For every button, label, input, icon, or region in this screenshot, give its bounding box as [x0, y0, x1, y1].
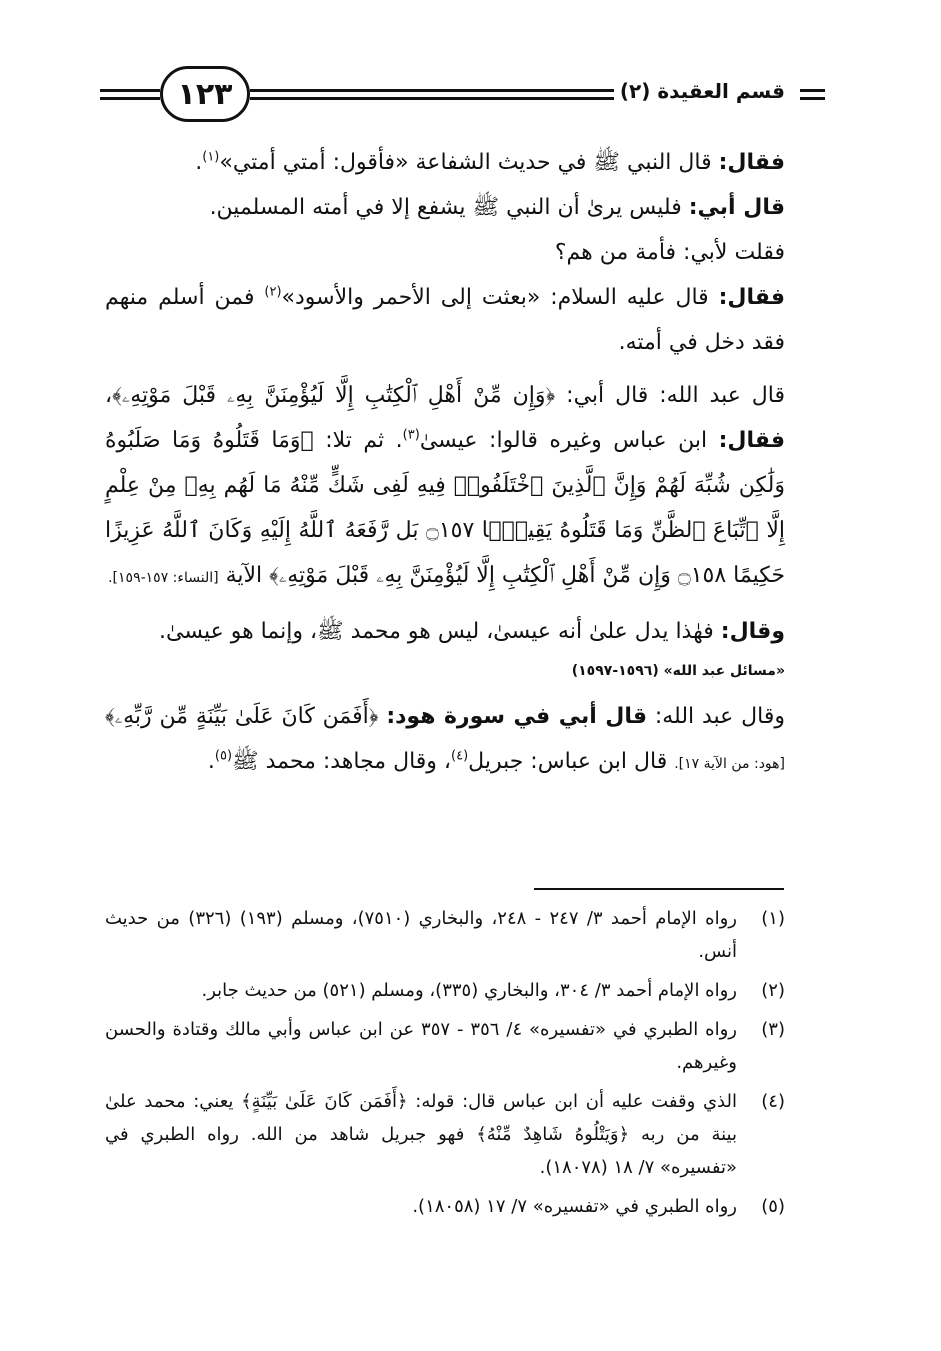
footnote-ref: (٥)	[214, 748, 233, 764]
text-run: ابن عباس وغيره قالوا: عيسىٰ	[419, 428, 719, 453]
text-run: قال عليه السلام: «بعثت إلى الأحمر والأسود»	[281, 285, 719, 310]
footnote	[105, 1085, 785, 1184]
header-rule	[800, 97, 825, 100]
quran-verse: ﴿وَمَا قَتَلُوهُ وَمَا صَلَبُوهُ وَلَٰكِن شُبِّهَ لَهُمْ وَإِنَّ ٱلَّذِينَ ٱخْتَلَفُوا۟ فِيهِ لَفِى شَكٍّ مِّنْهُ مَا لَهُم بِهِۦ مِنْ عِلْمٍ إِلَّا ٱتِّبَاعَ ٱلظَّنِّ وَمَا قَتَلُوهُ يَقِينًۢا ۝١٥٧ بَل رَّفَعَهُ ٱللَّهُ إِلَيْهِ وَكَانَ ٱللَّهُ عَزِيزًا حَكِيمًا ۝١٥٨ وَإِن مِّنْ أَهْلِ ٱلْكِتَٰبِ إِلَّا لَيُؤْمِنَنَّ بِهِۦ قَبْلَ مَوْتِهِۦ﴾	[105, 428, 785, 588]
footnote-ref: (٣)	[402, 427, 420, 443]
footnote	[105, 902, 785, 968]
speaker-label: وقال:	[720, 619, 785, 644]
spacer	[105, 601, 785, 609]
quran-verse: ﴿وَإِن مِّنْ أَهْلِ ٱلْكِتَٰبِ إِلَّا لَيُؤْمِنَنَّ بِهِۦ قَبْلَ مَوْتِهِۦ﴾	[112, 383, 556, 408]
footnotes	[105, 900, 785, 1229]
text-run: فقلت لأبي: فأمة من هم؟	[554, 240, 785, 265]
footnote-number: (٤)	[761, 1091, 785, 1112]
text-run: وقال عبد الله:	[647, 704, 785, 729]
section-title: قسم العقيدة (٢)	[614, 74, 791, 108]
footnote-separator	[534, 888, 784, 890]
footnote-text: رواه الطبري في «تفسيره» ٤/ ٣٥٦ - ٣٥٧ عن ابن عباس وأبي مالك وقتادة والحسن وغيرهم.	[105, 1019, 737, 1073]
header-rule	[800, 89, 825, 92]
speaker-label: قال أبي في سورة هود:	[386, 704, 648, 729]
header-rule	[250, 97, 670, 100]
spacer	[105, 365, 785, 373]
footnote-ref: (٢)	[264, 284, 282, 300]
text-run: قال عبد الله: قال أبي:	[555, 383, 785, 408]
footnote-number: (١)	[761, 908, 785, 929]
footnote	[105, 1190, 785, 1223]
paragraph	[105, 140, 785, 185]
paragraph	[105, 275, 785, 365]
paragraph	[105, 230, 785, 275]
header-rule	[100, 97, 160, 100]
page-number: ١٢٣	[160, 66, 250, 122]
text-run: فهٰذا يدل علىٰ أنه عيسىٰ، ليس هو محمد ﷺ، وإنما هو عيسىٰ.	[159, 619, 721, 644]
footnote	[105, 974, 785, 1007]
text-run: .	[207, 749, 215, 774]
paragraph	[105, 609, 785, 654]
text-run: فمن أسلم منهم فقد دخل في أمته.	[105, 285, 785, 355]
footnote-text: رواه الطبري في «تفسيره» ٧/ ١٧ (١٨٠٥٨).	[412, 1196, 737, 1217]
text-run: فليس يرىٰ أن النبي ﷺ يشفع إلا في أمته المسلمين.	[209, 195, 689, 220]
text-run: الآية	[218, 563, 270, 588]
footnote-number: (٢)	[761, 980, 785, 1001]
speaker-label: فقال:	[718, 428, 785, 453]
source-citation	[105, 654, 785, 686]
text-run: قال ابن عباس: جبريل	[468, 749, 675, 774]
footnote-ref: (١)	[202, 149, 220, 165]
main-text	[105, 140, 785, 787]
verse-citation: [النساء: ١٥٧-١٥٩].	[108, 570, 219, 586]
text-run: .	[195, 150, 203, 175]
speaker-label: فقال:	[718, 285, 785, 310]
text-run: ، وقال مجاهد: محمد ﷺ	[232, 749, 452, 774]
footnote-text: رواه الإمام أحمد ٣/ ٣٠٤، والبخاري (٣٣٥)، ومسلم (٥٢١) من حديث جابر.	[201, 980, 737, 1001]
speaker-label: قال أبي:	[688, 195, 785, 220]
footnote-number: (٣)	[761, 1019, 785, 1040]
footnote-text: رواه الإمام أحمد ٣/ ٢٤٧ - ٢٤٨، والبخاري (٧٥١٠)، ومسلم (١٩٣) (٣٢٦) من حديث أنس.	[105, 908, 737, 962]
footnote-text: الذي وقفت عليه أن ابن عباس قال: قوله: ﴿أَفَمَن كَانَ عَلَىٰ بَيِّنَةٍ﴾ يعني: محمد علىٰ بينة من ربه ﴿وَيَتْلُوهُ شَاهِدٌ مِّنْهُ﴾ فهو جبريل شاهد من الله. رواه الطبري في «تفسيره» ٧/ ١٨ (١٨٠٧٨).	[105, 1091, 737, 1178]
paragraph	[105, 373, 785, 601]
header-rule	[250, 89, 670, 92]
source-citation-text: «مسائل عبد الله» (١٥٩٦-١٥٩٧)	[571, 663, 785, 679]
quran-verse: ﴿أَفَمَن كَانَ عَلَىٰ بَيِّنَةٍ مِّن رَّبِّهِۦ﴾	[105, 704, 387, 729]
header-rule	[100, 89, 160, 92]
footnote	[105, 1013, 785, 1079]
text-run: . ثم تلا:	[313, 428, 403, 453]
footnote-ref: (٤)	[451, 748, 469, 764]
footnote-number: (٥)	[761, 1196, 785, 1217]
text-run: ،	[105, 383, 113, 408]
text-run: قال النبي ﷺ في حديث الشفاعة «فأقول: أمتي أمتي»	[219, 150, 719, 175]
speaker-label: فقال:	[718, 150, 785, 175]
paragraph	[105, 694, 785, 787]
page-header	[100, 60, 825, 132]
paragraph	[105, 185, 785, 230]
spacer	[105, 686, 785, 694]
verse-citation: [هود: من الآية ١٧].	[674, 756, 785, 772]
